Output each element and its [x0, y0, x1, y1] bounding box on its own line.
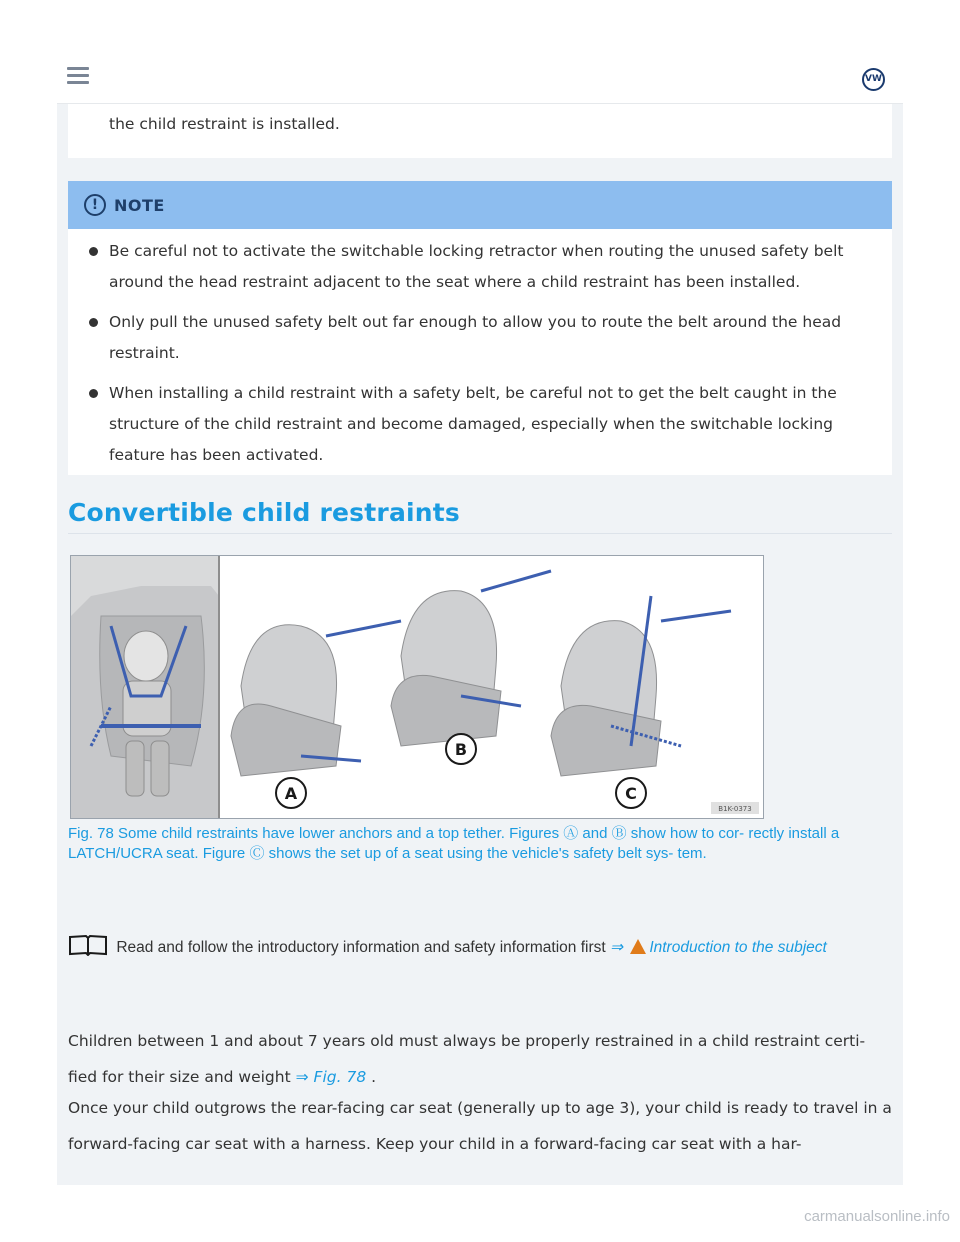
intro-link[interactable]: Introduction to the subject [649, 939, 827, 956]
note-item [68, 378, 892, 471]
child-restraint-illustration [71, 556, 763, 818]
figure-caption: Fig. 78 Some child restraints have lower anchors and a top tether. Figures Ⓐ and Ⓑ show how to cor- rectly install a LATCH/UCRA seat. Figure Ⓒ shows the set up of a seat using the vehicle's safety belt sys- tem. [68, 825, 840, 862]
bullet-icon [89, 389, 98, 398]
paragraph-text: Children between 1 and about 7 years old must always be properly restrained in a child restraint certi- fied for their size and weight [68, 1032, 866, 1086]
note-list [68, 229, 892, 471]
note-item-text: When installing a child restraint with a safety belt, be careful not to get the belt caught in the structure of the child restraint and become damaged, especially when the switchable locking feature has been activated. [109, 384, 837, 464]
figure-label-c: C [625, 784, 637, 803]
section-divider [68, 533, 892, 534]
note-item-text: Be careful not to activate the switchable locking retractor when routing the unused safety belt around the head restraint adjacent to the seat where a child restraint has been installed. [109, 242, 844, 291]
note-header [68, 181, 892, 229]
intro-arrow[interactable]: ⇒ [610, 939, 623, 956]
note-item [68, 307, 892, 369]
paragraph-children-age [68, 1023, 892, 1095]
paragraph-forward-facing: Once your child outgrows the rear-facing car seat (generally up to age 3), your child is ready to travel in a forward-facing car seat with a harness. Keep your child in a forward-facing car seat with a har- [68, 1099, 892, 1153]
figure-label-a: A [284, 784, 298, 803]
watermark: carmanualsonline.info [804, 1208, 950, 1225]
bullet-icon [89, 318, 98, 327]
manual-page [57, 50, 903, 1185]
note-item [68, 236, 892, 298]
fig-78-link[interactable]: ⇒ Fig. 78 [295, 1068, 367, 1086]
previous-warning-line-2: the child restraint is installed. [109, 115, 340, 133]
note-title: NOTE [114, 195, 165, 215]
exclamation-circle-icon: ! [84, 194, 106, 216]
note-item-text: Only pull the unused safety belt out far enough to allow you to route the belt around the head restraint. [109, 313, 842, 362]
note-box [68, 181, 892, 475]
warning-triangle-icon [630, 936, 646, 964]
intro-text: Read and follow the introductory information and safety information first [116, 939, 606, 956]
vw-logo-icon[interactable]: VW [862, 68, 885, 91]
open-book-icon [68, 934, 108, 966]
intro-reference [68, 934, 892, 966]
figure-78-illustration [70, 555, 764, 819]
top-bar [57, 50, 903, 104]
bullet-icon [89, 247, 98, 256]
paragraph-period: . [371, 1068, 377, 1086]
hamburger-menu-icon[interactable] [67, 67, 89, 85]
figure-label-b: B [454, 740, 468, 759]
figure-code: B1K-0373 [718, 805, 752, 813]
section-title: Convertible child restraints [68, 498, 461, 527]
